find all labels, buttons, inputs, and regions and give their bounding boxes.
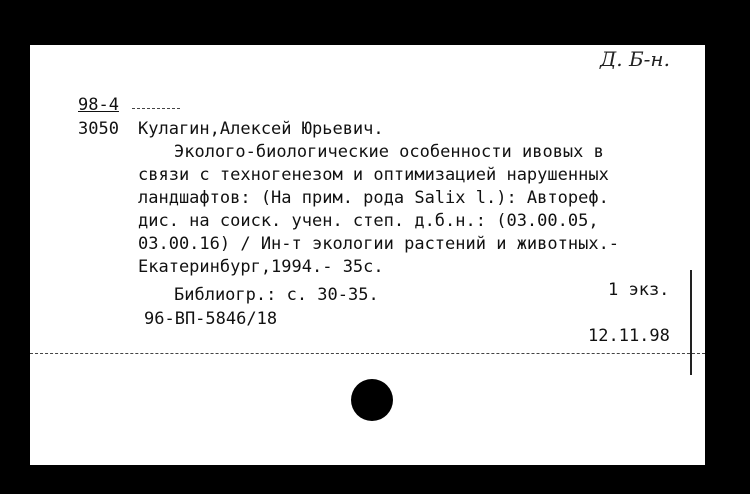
title-line-1: Эколого-биологические особенности ивовых в (174, 142, 604, 162)
catalog-card (30, 45, 705, 465)
bibliography-line: Библиогр.: с. 30-35. (174, 285, 379, 305)
title-line-3: ландшафтов: (На прим. рода Salix l.): Автореф. (138, 188, 609, 208)
author-line: Кулагин,Алексей Юрьевич. (138, 119, 384, 139)
card-divider-line (30, 353, 705, 354)
call-number: 3050 (78, 119, 119, 139)
edge-mark (690, 270, 692, 375)
copies-count: 1 экз. (608, 280, 670, 300)
inventory-number: 96-ВП-5846/18 (144, 309, 278, 329)
title-line-2: связи с техногенезом и оптимизацией нарушенных (138, 165, 609, 185)
handwritten-note: Д. Б-н. (600, 47, 670, 71)
imprint-line: Екатеринбург,1994.- 35с. (138, 257, 384, 277)
shelf-code-dash (132, 108, 180, 109)
title-line-5: 03.00.16) / Ин-т экологии растений и животных.- (138, 234, 620, 254)
shelf-code: 98-4 (78, 95, 119, 115)
received-date: 12.11.98 (588, 326, 670, 346)
punch-hole (351, 379, 393, 421)
title-line-4: дис. на соиск. учен. степ. д.б.н.: (03.00.05, (138, 211, 599, 231)
